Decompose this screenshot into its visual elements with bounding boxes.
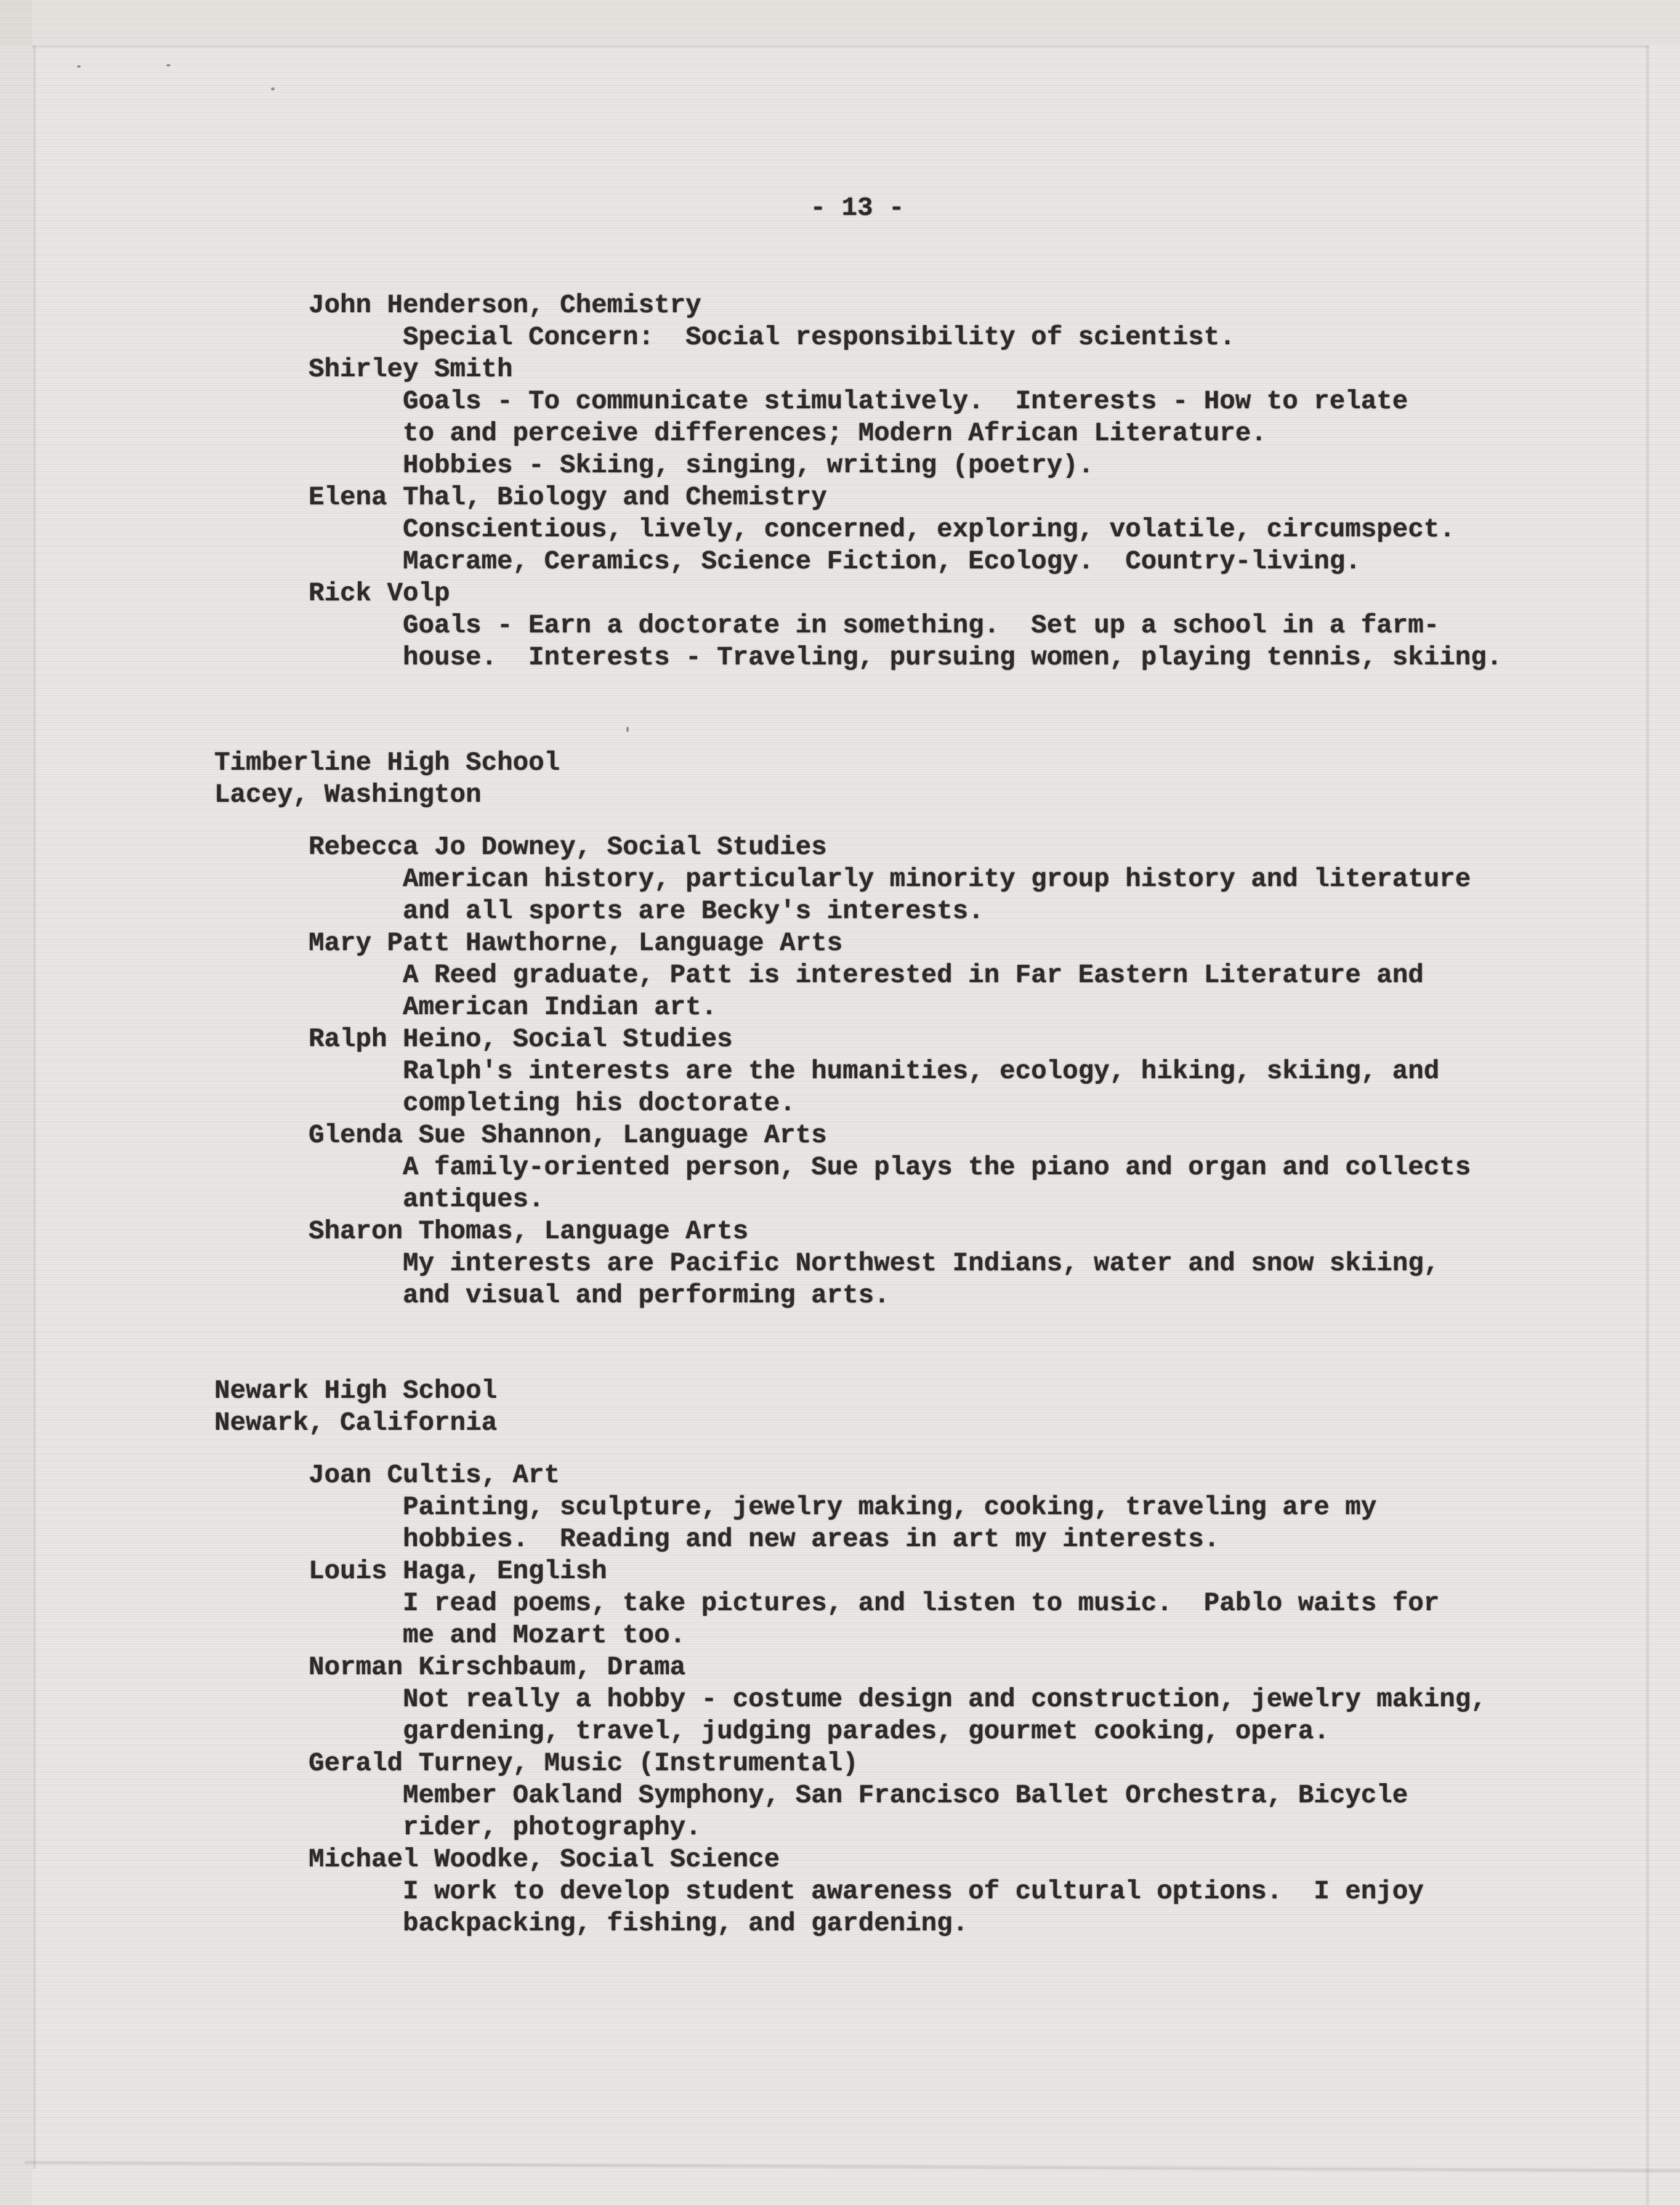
teacher-detail-line: Painting, sculpture, jewelry making, cooking, traveling are my xyxy=(403,1493,1377,1522)
school-header xyxy=(214,1375,1502,1439)
dust-speck xyxy=(166,64,171,67)
school-section xyxy=(214,1375,1502,1940)
paper-edge-top xyxy=(32,44,1649,49)
teacher-detail-line: hobbies. Reading and new areas in art my interests. xyxy=(403,1525,1220,1554)
teacher-detail-line: to and perceive differences; Modern African Literature. xyxy=(403,419,1267,448)
page-number: - 13 - xyxy=(810,193,905,223)
teacher-detail-line: American Indian art. xyxy=(403,993,717,1022)
teacher-detail-line: house. Interests - Traveling, pursuing women, playing tennis, skiing. xyxy=(403,643,1503,672)
teacher-detail-line: Conscientious, lively, concerned, exploring, volatile, circumspect. xyxy=(403,515,1455,544)
teacher-name: Sharon Thomas, Language Arts xyxy=(309,1217,749,1246)
school-section xyxy=(214,747,1502,1312)
teacher-detail-line: A Reed graduate, Patt is interested in Far Eastern Literature and xyxy=(403,961,1424,990)
document-content xyxy=(214,289,1502,1940)
teacher-detail-line: I read poems, take pictures, and listen to music. Pablo waits for xyxy=(403,1589,1440,1618)
teacher-detail-line: and visual and performing arts. xyxy=(403,1281,890,1310)
scan-margin-left xyxy=(0,0,32,2205)
teacher-detail-line: Member Oakland Symphony, San Francisco Ballet Orchestra, Bicycle xyxy=(403,1781,1408,1810)
teacher-detail-line: Special Concern: Social responsibility of scientist. xyxy=(403,323,1235,352)
teacher-detail-line: completing his doctorate. xyxy=(403,1089,796,1118)
teacher-name: Rebecca Jo Downey, Social Studies xyxy=(309,832,827,862)
teacher-detail-line: Hobbies - Skiing, singing, writing (poetry). xyxy=(403,451,1094,480)
teacher-name: Michael Woodke, Social Science xyxy=(309,1845,780,1874)
teacher-name: Ralph Heino, Social Studies xyxy=(309,1025,733,1054)
school-header xyxy=(214,747,1502,811)
teacher-name: Rick Volp xyxy=(309,579,450,608)
paper-edge-right xyxy=(1646,46,1650,2205)
teacher-name: Joan Cultis, Art xyxy=(309,1461,560,1490)
teacher-detail-line: American history, particularly minority group history and literature xyxy=(403,865,1471,894)
teacher-name: Gerald Turney, Music (Instrumental) xyxy=(309,1749,858,1778)
dust-speck xyxy=(77,65,81,68)
teacher-name: Norman Kirschbaum, Drama xyxy=(309,1653,686,1682)
teacher-detail-line: gardening, travel, judging parades, gourmet cooking, opera. xyxy=(403,1717,1330,1746)
teacher-detail-line: Goals - To communicate stimulatively. Interests - How to relate xyxy=(403,387,1408,416)
teacher-detail-line: and all sports are Becky's interests. xyxy=(403,897,984,926)
teacher-detail-line: rider, photography. xyxy=(403,1813,701,1842)
dust-speck xyxy=(271,87,275,91)
school-name: Newark High School xyxy=(214,1376,498,1406)
teacher-detail-line: I work to develop student awareness of cultural options. I enjoy xyxy=(403,1877,1424,1906)
teacher-detail-line: Macrame, Ceramics, Science Fiction, Ecology. Country-living. xyxy=(403,547,1361,576)
paper-edge-left xyxy=(32,46,36,2169)
teacher-detail-line: Ralph's interests are the humanities, ecology, hiking, skiing, and xyxy=(403,1057,1440,1086)
teacher-detail-line: me and Mozart too. xyxy=(403,1621,686,1650)
teacher-detail-line: antiques. xyxy=(403,1185,544,1214)
paper-edge-bottom xyxy=(25,2160,1680,2173)
teacher-detail-line: Goals - Earn a doctorate in something. Set up a school in a farm- xyxy=(403,611,1440,640)
teacher-name: John Henderson, Chemistry xyxy=(309,291,701,320)
teacher-name: Shirley Smith xyxy=(309,355,513,384)
teacher-detail-line: backpacking, fishing, and gardening. xyxy=(403,1909,969,1938)
school-location: Lacey, Washington xyxy=(214,780,482,810)
school-section xyxy=(214,289,1502,674)
teacher-detail-line: Not really a hobby - costume design and construction, jewelry making, xyxy=(403,1685,1487,1714)
school-name: Timberline High School xyxy=(214,748,560,778)
teacher-detail-line: My interests are Pacific Northwest Indians, water and snow skiing, xyxy=(403,1249,1440,1278)
scan-margin-top xyxy=(0,0,1680,44)
teacher-name: Elena Thal, Biology and Chemistry xyxy=(309,483,827,512)
teacher-name: Mary Patt Hawthorne, Language Arts xyxy=(309,929,843,958)
school-location: Newark, California xyxy=(214,1408,498,1438)
teacher-name: Glenda Sue Shannon, Language Arts xyxy=(309,1121,827,1150)
teacher-detail-line: A family-oriented person, Sue plays the piano and organ and collects xyxy=(403,1153,1471,1182)
teacher-name: Louis Haga, English xyxy=(309,1557,607,1586)
